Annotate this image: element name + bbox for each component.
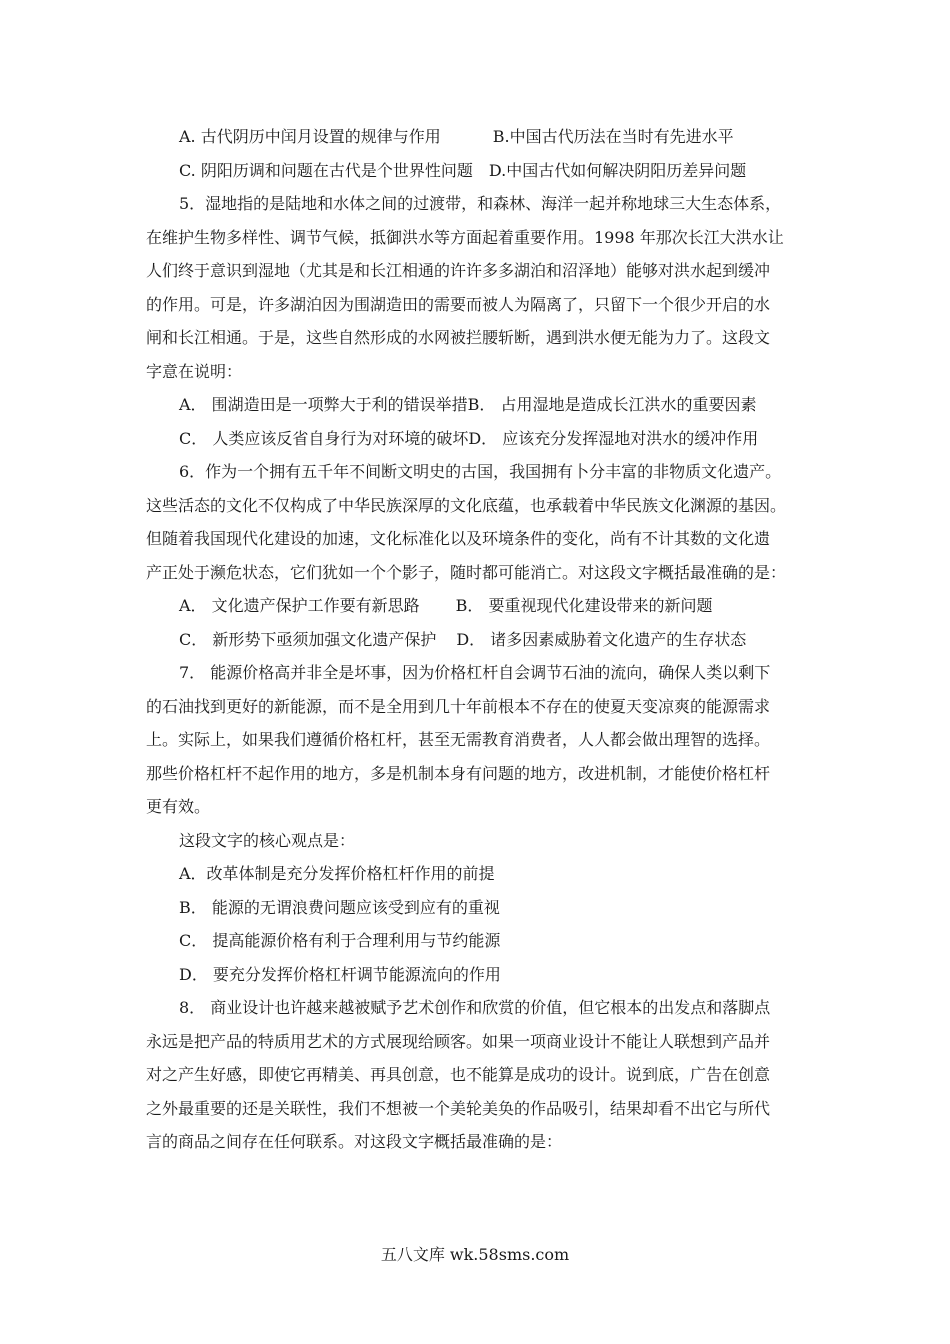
q5-option-a: A． 围湖造田是一项弊大于利的错误举措 (179, 395, 468, 414)
q7-option-c: C． 提高能源价格有利于合理利用与节约能源 (179, 931, 501, 950)
q5-option-c: C． 人类应该反省自身行为对环境的破坏 (179, 428, 469, 448)
q6-text-line: 产正处于濒危状态，它们犹如一个个影子，随时都可能消亡。对这段文字概括最准确的是： (146, 562, 787, 582)
page-footer: 五八文库 wk.58sms.com (380, 1245, 570, 1264)
document-page (146, 120, 806, 1159)
q6-text-line: 6．作为一个拥有五千年不间断文明史的古国，我国拥有卜分丰富的非物质文化遗产。 (179, 462, 782, 481)
q7-option-b: B． 能源的无谓浪费问题应该受到应有的重视 (179, 897, 500, 917)
q6-text-line: 但随着我国现代化建设的加速，文化标准化以及环境条件的变化，尚有不计其数的文化遗 (146, 529, 771, 548)
q6-option-row (146, 589, 806, 623)
q4-option-row (146, 120, 806, 154)
q8-text-line: 言的商品之间存在任何联系。对这段文字概括最准确的是： (146, 1132, 563, 1151)
q6-option-c: C． 新形势下亟须加强文化遗产保护 (179, 629, 437, 649)
q7-question: 这段文字的核心观点是： (179, 830, 356, 850)
q8-text-line: 永远是把产品的特质用艺术的方式展现给顾客。如果一项商业设计不能让人联想到产品并 (146, 1031, 771, 1051)
q4-option-d: D.中国古代如何解决阴阳历差异问题 (488, 160, 747, 180)
q5-text-line: 闸和长江相通。于是，这些自然形成的水网被拦腰斩断，遇到洪水便无能为力了。这段文 (146, 328, 771, 347)
q5-text-line: 人们终于意识到湿地（尤其是和长江相通的许许多多湖泊和沼泽地）能够对洪水起到缓冲 (146, 261, 771, 280)
q4-option-row (146, 154, 806, 188)
q5-text-line: 在维护生物多样性、调节气候，抵御洪水等方面起着重要作用。1998 年那次长江大洪水让 (146, 227, 784, 247)
q8-text-line: 对之产生好感，即使它再精美、再具创意，也不能算是成功的设计。说到底，广告在创意 (146, 1065, 771, 1084)
q4-option-a: A. 古代阴历中闰月设置的规律与作用 (179, 127, 441, 146)
q7-text-line: 更有效。 (146, 797, 211, 816)
q5-text-line: 的作用。可是，许多湖泊因为围湖造田的需要而被人为隔离了，只留下一个很少开启的水 (146, 294, 771, 314)
q6-option-b: B． 要重视现代化建设带来的新问题 (455, 596, 713, 615)
q6-option-d: D． 诸多因素威胁着文化遗产的生存状态 (456, 629, 747, 649)
q6-option-a: A． 文化遗产保护工作要有新思路 (179, 596, 420, 615)
q5-text-line: 5．湿地指的是陆地和水体之间的过渡带，和森林、海洋一起并称地球三大生态体系， (179, 194, 782, 213)
q6-option-row (146, 623, 806, 657)
q7-text-line: 7． 能源价格高并非全是坏事，因为价格杠杆自会调节石油的流向，确保人类以剩下 (179, 663, 771, 682)
q5-option-b: B． 占用湿地是造成长江洪水的重要因素 (467, 395, 757, 414)
q7-text-line: 上。实际上，如果我们遵循价格杠杆，甚至无需教育消费者，人人都会做出理智的选择。 (146, 730, 771, 749)
q5-option-d: D． 应该充分发挥湿地对洪水的缓冲作用 (468, 428, 759, 448)
q7-option-d: D． 要充分发挥价格杠杆调节能源流向的作用 (179, 964, 501, 984)
q4-option-b: B.中国古代历法在当时有先进水平 (492, 127, 734, 146)
q7-text-line: 那些价格杠杆不起作用的地方，多是机制本身有问题的地方，改进机制，才能使价格杠杆 (146, 763, 771, 783)
q5-text-line: 字意在说明： (146, 361, 243, 381)
q7-text-line: 的石油找到更好的新能源，而不是全用到几十年前根本不存在的使夏天变凉爽的能源需求 (146, 696, 771, 716)
q7-option-a: A．改革体制是充分发挥价格杠杆作用的前提 (179, 864, 495, 883)
q5-option-row (146, 388, 806, 422)
q5-option-row (146, 422, 806, 456)
q4-option-c: C. 阴阳历调和问题在古代是个世界性问题 (179, 160, 473, 180)
q8-text-line: 8． 商业设计也许越来越被赋予艺术创作和欣赏的价值，但它根本的出发点和落脚点 (179, 998, 771, 1017)
q8-text-line: 之外最重要的还是关联性，我们不想被一个美轮美奂的作品吸引，结果却看不出它与所代 (146, 1098, 771, 1118)
q6-text-line: 这些活态的文化不仅构成了中华民族深厚的文化底蕴，也承载着中华民族文化渊源的基因。 (146, 495, 787, 515)
